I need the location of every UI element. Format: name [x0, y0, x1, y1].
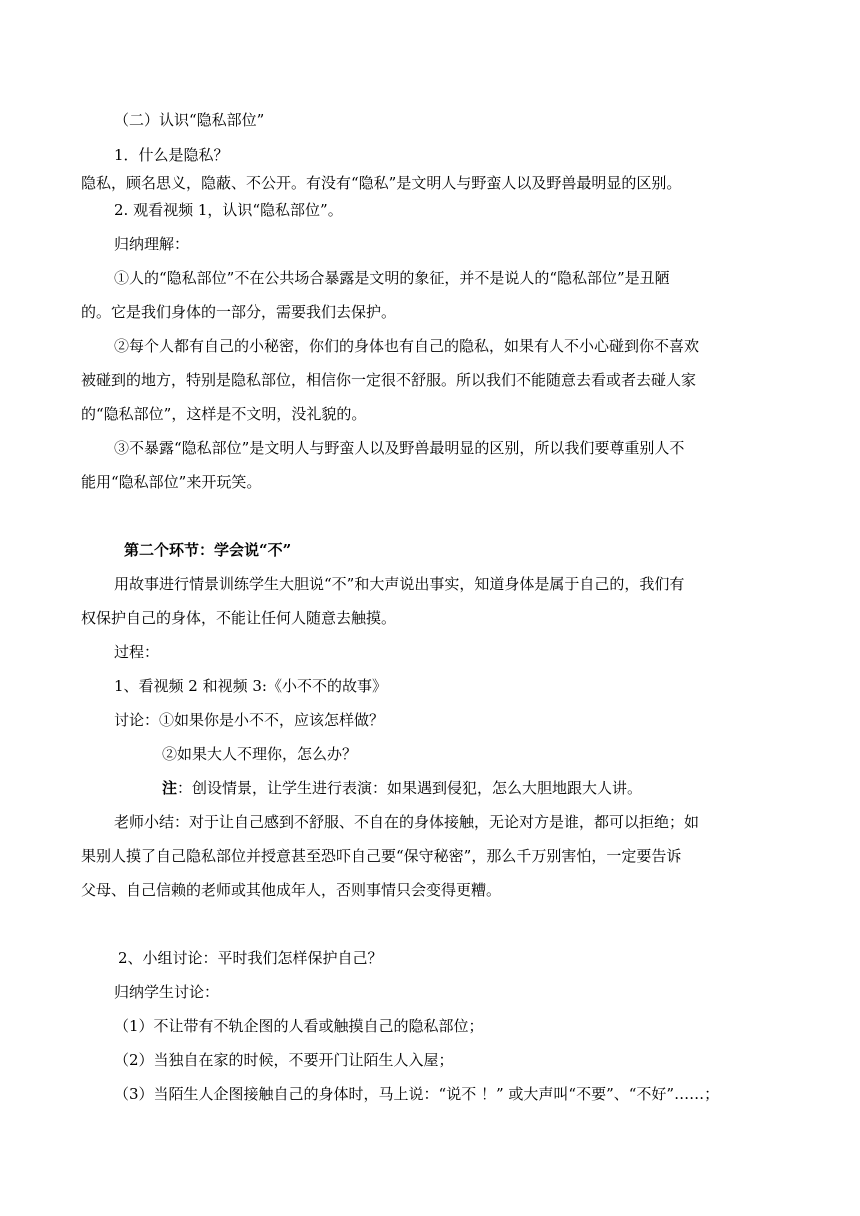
- paragraph-1-line-2: 的。它是我们身体的一部分，需要我们去保护。: [81, 303, 397, 321]
- student-summary-label: 归纳学生讨论：: [114, 983, 220, 1001]
- section-title-recognize-privacy: （二）认识“隐私部位”: [114, 111, 265, 129]
- question-what-is-privacy: 1．什么是隐私？: [114, 146, 229, 164]
- paragraph-2-line-1: ②每个人都有自己的小秘密，你们的身体也有自己的隐私，如果有人不小心碰到你不喜欢: [114, 337, 700, 355]
- paragraph-3-line-2: 能用“隐私部位”来开玩笑。: [81, 473, 262, 491]
- list-item-3: （3）当陌生人企图接触自己的身体时，马上说：“说不 ！” 或大声叫“不要”、“不好”……；: [114, 1085, 720, 1103]
- question-watch-video-1: 2. 观看视频 1，认识“隐私部位”。: [114, 201, 343, 219]
- paragraph-1-line-1: ①人的“隐私部位”不在公共场合暴露是文明的象征，并不是说人的“隐私部位”是丑陋: [114, 269, 670, 287]
- intro-line-2: 权保护自己的身体，不能让任何人随意去触摸。: [81, 609, 397, 627]
- teacher-summary-line-3: 父母、自己信赖的老师或其他成年人，否则事情只会变得更糟。: [81, 881, 502, 899]
- discussion-question-2: ②如果大人不理你，怎么办？: [162, 745, 358, 763]
- answer-privacy-definition: 隐私，顾名思义，隐蔽、不公开。有没有“隐私”是文明人与野蛮人以及野兽最明显的区别。: [81, 174, 682, 192]
- list-item-2: （2）当独自在家的时候，不要开门让陌生人入屋；: [114, 1051, 454, 1069]
- paragraph-3-line-1: ③不暴露“隐私部位”是文明人与野蛮人以及野兽最明显的区别，所以我们要尊重别人不: [114, 439, 685, 457]
- list-item-1: （1）不让带有不轨企图的人看或触摸自己的隐私部位；: [114, 1017, 484, 1035]
- process-label: 过程：: [114, 643, 160, 661]
- summary-label: 归纳理解：: [114, 235, 190, 253]
- note-line: [162, 778, 642, 798]
- paragraph-2-line-3: 的“隐私部位”，这样是不文明，没礼貌的。: [81, 405, 367, 423]
- paragraph-2-line-2: 被碰到的地方，特别是隐私部位，相信你一定很不舒服。所以我们不能随意去看或者去碰人家: [81, 371, 697, 389]
- note-text: ：创设情景，让学生进行表演：如果遇到侵犯，怎么大胆地跟大人讲。: [177, 779, 643, 797]
- teacher-summary-line-1: 老师小结：对于让自己感到不舒服、不自在的身体接触，无论对方是谁，都可以拒绝；如: [114, 813, 700, 831]
- discussion-question-1: 讨论：①如果你是小不不，应该怎样做？: [114, 711, 385, 729]
- intro-line-1: 用故事进行情景训练学生大胆说“不”和大声说出事实，知道身体是属于自己的，我们有: [114, 575, 685, 593]
- section-title-learn-to-say-no: 第二个环节：学会说“不”: [124, 541, 292, 559]
- note-label: 注: [162, 779, 178, 797]
- step-1-watch-videos: 1、看视频 2 和视频 3:《小不不的故事》: [114, 677, 387, 695]
- step-2-group-discussion: 2、小组讨论：平时我们怎样保护自己？: [118, 949, 383, 967]
- teacher-summary-line-2: 果别人摸了自己隐私部位并授意甚至恐吓自己要“保守秘密”，那么千万别害怕，一定要告诉: [81, 847, 682, 865]
